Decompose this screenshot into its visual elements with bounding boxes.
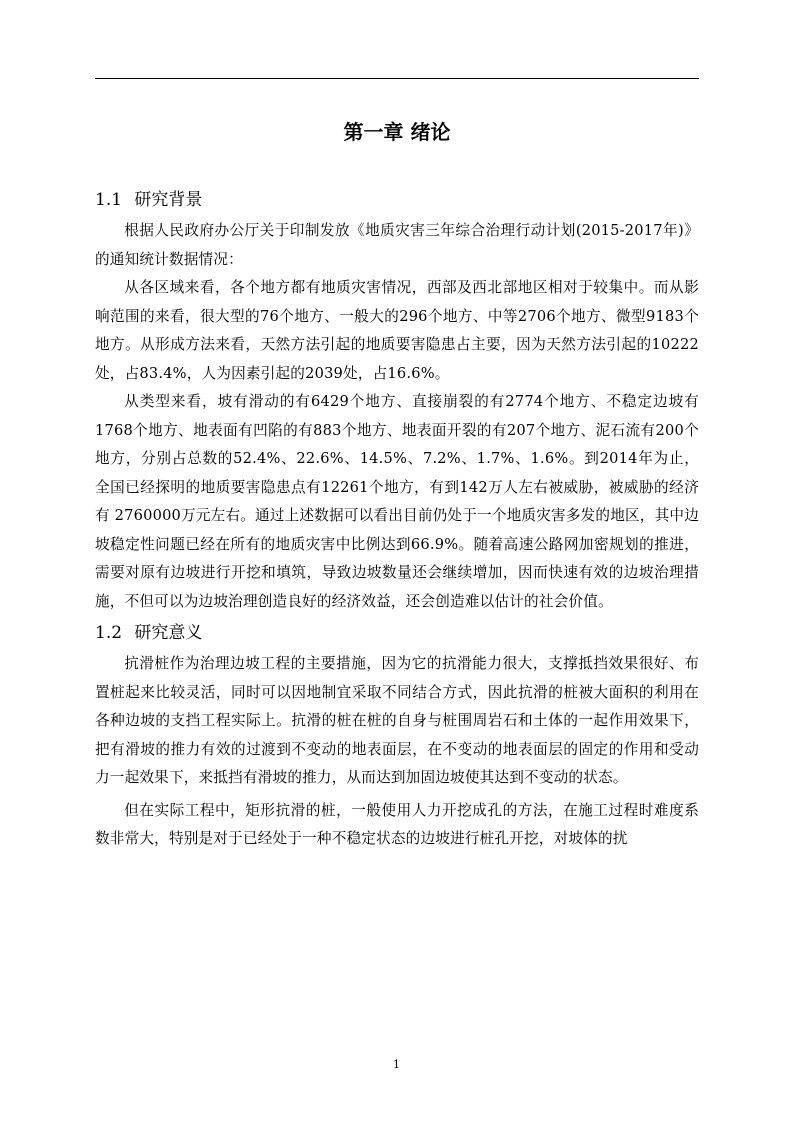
chapter-title: 第一章 绪论 bbox=[343, 120, 451, 144]
paragraph: 抗滑桩作为治理边坡工程的主要措施，因为它的抗滑能力很大，支撑抵挡效果很好、布置桩起来比较灵活，同时可以因地制宜采取不同结合方式，因此抗滑的桩被大面积的利用在各种边坡的支挡工程实际上。抗滑的桩在桩的自身与桩围周岩石和土体的一起作用效果下，把有滑坡的推力有效的过渡到不变动的地表面层，在不变动的地表面层的固定的作用和受动力一起效果下，来抵挡有滑坡的推力，从而达到加固边坡使其达到不变动的状态。 bbox=[95, 655, 699, 786]
paragraph: 但在实际工程中，矩形抗滑的桩，一般使用人力开挖成孔的方法，在施工过程时难度系数非常大，特别是对于已经处于一种不稳定状态的边坡进行桩孔开挖，对坡体的扰 bbox=[95, 801, 699, 847]
header-rule bbox=[95, 78, 699, 79]
section-number: 1.2 bbox=[95, 623, 123, 643]
section-title: 研究意义 bbox=[134, 623, 203, 643]
paragraph: 根据人民政府办公厅关于印制发放《地质灾害三年综合治理行动计划(2015-2017年)》的通知统计数据情况： bbox=[95, 222, 699, 268]
paragraph: 从类型来看，坡有滑动的有6429个地方、直接崩裂的有2774个地方、不稳定边坡有1768个地方、地表面有凹陷的有883个地方、地表面开裂的有207个地方、泥石流有200个地方，分别占总数的52.4%、22.6%、14.5%、7.2%、1.7%、1.6%。到2014年为止，全国已经探明的地质要害隐患点有12261个地方，有到142万人左右被威胁，被威胁的经济有 2760000万元左右。通过上述数据可以看出目前仍处于一个地质灾害多发的地区，其中边坡稳定性问题已经在所有的地质灾害中比例达到66.9%。随着高速公路网加密规划的推进，需要对原有边坡进行开挖和填筑，导致边坡数量还会继续增加，因而快速有效的边坡治理措施，不但可以为边坡治理创造良好的经济效益，还会创造难以估计的社会价值。 bbox=[95, 393, 699, 610]
section-number: 1.1 bbox=[95, 190, 123, 210]
section-heading-1-2 bbox=[95, 616, 699, 650]
page-number: 1 bbox=[393, 1058, 400, 1071]
section-title: 研究背景 bbox=[134, 190, 203, 210]
section-heading-1-1 bbox=[95, 183, 699, 217]
document-body bbox=[95, 183, 699, 854]
paragraph: 从各区域来看，各个地方都有地质灾害情况，西部及西北部地区相对于较集中。而从影响范围的来看，很大型的76个地方、一般大的296个地方、中等2706个地方、微型9183个地方。从形成方法来看，天然方法引起的地质要害隐患占主要，因为天然方法引起的10222处，占83.4%，人为因素引起的2039处，占16.6%。 bbox=[95, 279, 699, 382]
